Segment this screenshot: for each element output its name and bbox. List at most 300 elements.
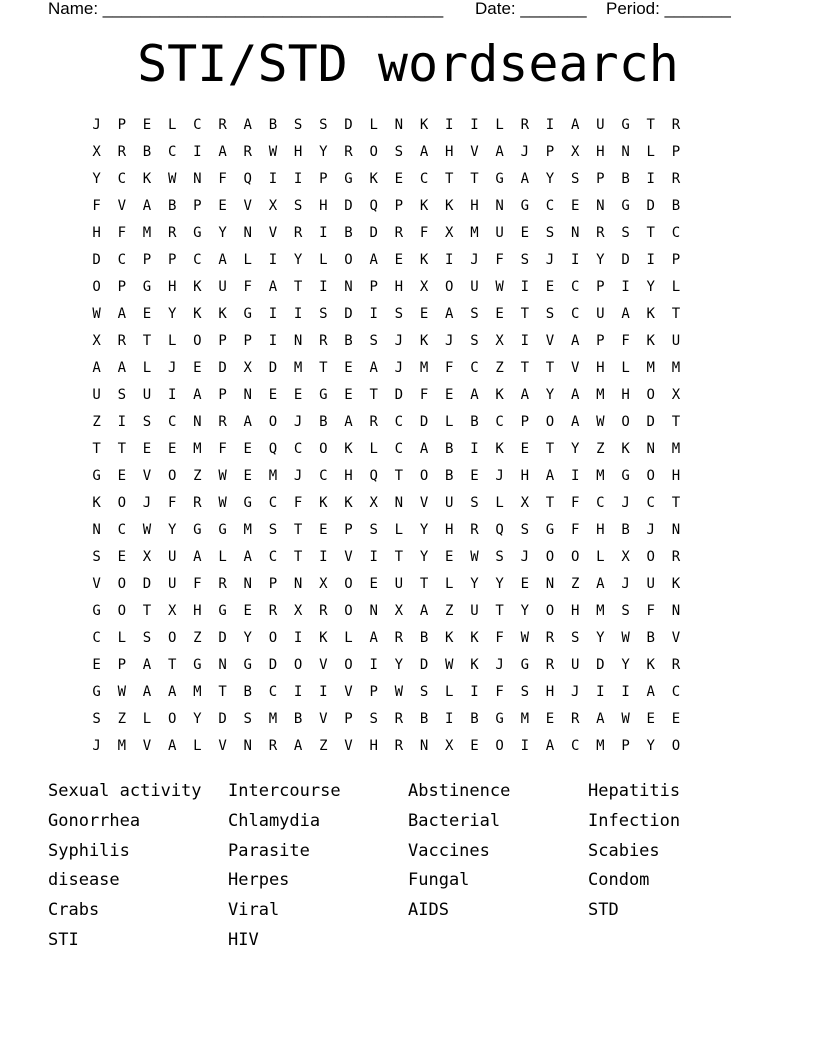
- grid-letter[interactable]: L: [671, 279, 681, 295]
- grid-letter[interactable]: E: [495, 306, 504, 322]
- grid-letter[interactable]: Q: [268, 441, 278, 457]
- grid-letter[interactable]: T: [293, 279, 303, 295]
- grid-letter[interactable]: A: [344, 414, 353, 430]
- grid-letter[interactable]: D: [621, 252, 630, 268]
- grid-letter[interactable]: F: [570, 522, 580, 538]
- grid-letter[interactable]: R: [319, 603, 328, 619]
- grid-letter[interactable]: G: [621, 117, 630, 133]
- grid-letter[interactable]: A: [117, 360, 126, 376]
- grid-letter[interactable]: L: [167, 333, 177, 349]
- grid-letter[interactable]: X: [671, 387, 681, 403]
- grid-letter[interactable]: U: [495, 225, 504, 241]
- grid-letter[interactable]: W: [621, 711, 630, 727]
- grid-letter[interactable]: K: [470, 630, 479, 646]
- grid-letter[interactable]: P: [319, 171, 328, 187]
- grid-letter[interactable]: W: [142, 522, 152, 538]
- grid-letter[interactable]: R: [218, 414, 227, 430]
- grid-letter[interactable]: L: [646, 144, 655, 160]
- grid-letter[interactable]: C: [117, 522, 126, 538]
- grid-letter[interactable]: K: [495, 387, 504, 403]
- grid-letter[interactable]: T: [293, 549, 303, 565]
- grid-letter[interactable]: E: [117, 549, 126, 565]
- grid-letter[interactable]: A: [193, 549, 202, 565]
- grid-letter[interactable]: F: [646, 603, 655, 619]
- grid-letter[interactable]: W: [394, 684, 404, 700]
- grid-letter[interactable]: D: [369, 225, 378, 241]
- grid-letter[interactable]: P: [596, 171, 605, 187]
- period-field[interactable]: Period: _______: [606, 0, 731, 18]
- grid-letter[interactable]: O: [445, 279, 454, 295]
- grid-letter[interactable]: T: [671, 414, 681, 430]
- grid-letter[interactable]: V: [671, 630, 681, 646]
- grid-letter[interactable]: B: [470, 414, 479, 430]
- grid-letter[interactable]: V: [142, 738, 152, 754]
- grid-letter[interactable]: B: [646, 630, 655, 646]
- grid-letter[interactable]: G: [545, 522, 555, 538]
- grid-letter[interactable]: O: [293, 657, 303, 673]
- grid-letter[interactable]: M: [243, 522, 252, 538]
- grid-letter[interactable]: L: [445, 414, 454, 430]
- grid-letter[interactable]: E: [419, 306, 429, 322]
- grid-letter[interactable]: T: [394, 549, 404, 565]
- grid-letter[interactable]: S: [394, 144, 404, 160]
- grid-letter[interactable]: I: [268, 252, 278, 268]
- grid-letter[interactable]: I: [117, 414, 126, 430]
- grid-letter[interactable]: A: [92, 360, 101, 376]
- grid-letter[interactable]: A: [596, 576, 605, 592]
- grid-letter[interactable]: Z: [92, 414, 101, 430]
- grid-letter[interactable]: V: [218, 738, 227, 754]
- grid-letter[interactable]: B: [142, 144, 152, 160]
- grid-letter[interactable]: D: [344, 198, 353, 214]
- grid-letter[interactable]: C: [570, 279, 580, 295]
- grid-letter[interactable]: R: [671, 171, 681, 187]
- grid-letter[interactable]: P: [117, 117, 126, 133]
- grid-letter[interactable]: O: [344, 657, 353, 673]
- grid-letter[interactable]: I: [268, 333, 278, 349]
- grid-letter[interactable]: V: [92, 576, 101, 592]
- grid-letter[interactable]: S: [142, 630, 152, 646]
- grid-letter[interactable]: H: [193, 603, 202, 619]
- grid-letter[interactable]: C: [92, 630, 101, 646]
- grid-letter[interactable]: D: [218, 360, 227, 376]
- grid-letter[interactable]: M: [596, 738, 605, 754]
- grid-letter[interactable]: M: [596, 603, 605, 619]
- grid-letter[interactable]: W: [218, 495, 227, 511]
- grid-letter[interactable]: B: [470, 711, 479, 727]
- grid-letter[interactable]: N: [369, 603, 378, 619]
- grid-letter[interactable]: R: [243, 144, 252, 160]
- grid-letter[interactable]: W: [445, 657, 454, 673]
- grid-letter[interactable]: L: [369, 117, 378, 133]
- grid-letter[interactable]: Z: [319, 738, 328, 754]
- grid-letter[interactable]: E: [520, 576, 529, 592]
- grid-letter[interactable]: F: [495, 630, 504, 646]
- grid-letter[interactable]: L: [445, 576, 454, 592]
- grid-letter[interactable]: O: [545, 603, 555, 619]
- grid-letter[interactable]: P: [218, 333, 227, 349]
- grid-letter[interactable]: Z: [117, 711, 126, 727]
- grid-letter[interactable]: G: [92, 684, 101, 700]
- grid-letter[interactable]: O: [495, 738, 504, 754]
- grid-letter[interactable]: A: [419, 441, 429, 457]
- grid-letter[interactable]: Y: [520, 603, 529, 619]
- grid-letter[interactable]: P: [671, 144, 681, 160]
- grid-letter[interactable]: G: [495, 171, 504, 187]
- grid-letter[interactable]: S: [470, 333, 479, 349]
- grid-letter[interactable]: K: [344, 441, 353, 457]
- grid-letter[interactable]: N: [596, 198, 605, 214]
- grid-letter[interactable]: O: [545, 414, 555, 430]
- grid-letter[interactable]: P: [596, 279, 605, 295]
- grid-letter[interactable]: B: [621, 522, 630, 538]
- grid-letter[interactable]: T: [646, 117, 655, 133]
- grid-letter[interactable]: U: [646, 576, 655, 592]
- grid-letter[interactable]: A: [621, 306, 630, 322]
- grid-letter[interactable]: T: [319, 360, 328, 376]
- grid-letter[interactable]: U: [167, 549, 177, 565]
- grid-letter[interactable]: I: [369, 549, 378, 565]
- grid-letter[interactable]: K: [621, 441, 630, 457]
- grid-letter[interactable]: W: [167, 171, 177, 187]
- grid-letter[interactable]: Y: [545, 171, 555, 187]
- grid-letter[interactable]: P: [218, 387, 227, 403]
- grid-letter[interactable]: F: [218, 441, 227, 457]
- grid-letter[interactable]: P: [596, 333, 605, 349]
- grid-letter[interactable]: H: [445, 522, 454, 538]
- grid-letter[interactable]: N: [218, 657, 227, 673]
- grid-letter[interactable]: C: [596, 495, 605, 511]
- grid-letter[interactable]: O: [268, 630, 278, 646]
- grid-letter[interactable]: U: [142, 387, 152, 403]
- grid-letter[interactable]: F: [621, 333, 630, 349]
- grid-letter[interactable]: L: [394, 522, 404, 538]
- grid-letter[interactable]: N: [394, 495, 404, 511]
- grid-letter[interactable]: X: [92, 333, 101, 349]
- grid-letter[interactable]: E: [268, 387, 278, 403]
- grid-letter[interactable]: H: [344, 468, 353, 484]
- grid-letter[interactable]: R: [117, 144, 126, 160]
- grid-letter[interactable]: N: [243, 738, 252, 754]
- grid-letter[interactable]: G: [243, 657, 252, 673]
- grid-letter[interactable]: K: [646, 333, 655, 349]
- grid-letter[interactable]: G: [520, 198, 529, 214]
- grid-letter[interactable]: Z: [193, 630, 202, 646]
- grid-letter[interactable]: E: [243, 603, 252, 619]
- grid-letter[interactable]: G: [319, 387, 328, 403]
- grid-letter[interactable]: O: [167, 630, 177, 646]
- grid-letter[interactable]: Q: [495, 522, 504, 538]
- grid-letter[interactable]: K: [419, 252, 429, 268]
- grid-letter[interactable]: J: [495, 468, 504, 484]
- grid-letter[interactable]: L: [495, 495, 504, 511]
- grid-letter[interactable]: F: [445, 360, 454, 376]
- grid-letter[interactable]: M: [193, 441, 202, 457]
- date-field[interactable]: Date: _______: [475, 0, 587, 18]
- grid-letter[interactable]: I: [621, 279, 630, 295]
- grid-letter[interactable]: A: [293, 738, 303, 754]
- grid-letter[interactable]: H: [92, 225, 101, 241]
- grid-letter[interactable]: G: [142, 279, 152, 295]
- grid-letter[interactable]: Y: [596, 630, 605, 646]
- grid-letter[interactable]: K: [470, 657, 479, 673]
- grid-letter[interactable]: E: [671, 711, 681, 727]
- grid-letter[interactable]: W: [92, 306, 101, 322]
- grid-letter[interactable]: E: [445, 387, 454, 403]
- grid-letter[interactable]: E: [142, 306, 152, 322]
- grid-letter[interactable]: H: [520, 468, 529, 484]
- grid-letter[interactable]: R: [268, 738, 278, 754]
- grid-letter[interactable]: A: [243, 549, 252, 565]
- grid-letter[interactable]: U: [394, 576, 404, 592]
- grid-letter[interactable]: P: [243, 333, 252, 349]
- grid-letter[interactable]: E: [319, 522, 328, 538]
- grid-letter[interactable]: T: [671, 495, 681, 511]
- grid-letter[interactable]: K: [671, 576, 681, 592]
- grid-letter[interactable]: V: [117, 198, 126, 214]
- grid-letter[interactable]: L: [193, 738, 202, 754]
- grid-letter[interactable]: E: [646, 711, 655, 727]
- grid-letter[interactable]: D: [344, 117, 353, 133]
- grid-letter[interactable]: Z: [193, 468, 202, 484]
- grid-letter[interactable]: O: [419, 468, 429, 484]
- grid-letter[interactable]: M: [268, 468, 278, 484]
- grid-letter[interactable]: A: [545, 468, 555, 484]
- grid-letter[interactable]: C: [319, 468, 328, 484]
- grid-letter[interactable]: X: [495, 333, 504, 349]
- grid-letter[interactable]: A: [445, 306, 454, 322]
- grid-letter[interactable]: H: [596, 144, 605, 160]
- grid-letter[interactable]: J: [92, 117, 101, 133]
- grid-letter[interactable]: M: [671, 441, 681, 457]
- grid-letter[interactable]: L: [167, 117, 177, 133]
- grid-letter[interactable]: A: [167, 684, 177, 700]
- grid-letter[interactable]: N: [545, 576, 555, 592]
- grid-letter[interactable]: N: [671, 522, 681, 538]
- grid-letter[interactable]: P: [344, 711, 353, 727]
- grid-letter[interactable]: J: [394, 333, 404, 349]
- grid-letter[interactable]: T: [445, 171, 454, 187]
- grid-letter[interactable]: D: [344, 306, 353, 322]
- grid-letter[interactable]: V: [243, 198, 252, 214]
- grid-letter[interactable]: J: [621, 495, 630, 511]
- grid-letter[interactable]: Q: [243, 171, 252, 187]
- grid-letter[interactable]: I: [646, 171, 655, 187]
- grid-letter[interactable]: A: [495, 144, 504, 160]
- grid-letter[interactable]: R: [193, 495, 202, 511]
- grid-letter[interactable]: J: [394, 360, 404, 376]
- grid-letter[interactable]: S: [545, 225, 555, 241]
- grid-letter[interactable]: Y: [570, 441, 580, 457]
- grid-letter[interactable]: B: [419, 630, 429, 646]
- grid-letter[interactable]: F: [193, 576, 202, 592]
- grid-letter[interactable]: K: [646, 657, 655, 673]
- grid-letter[interactable]: N: [193, 171, 202, 187]
- grid-letter[interactable]: V: [570, 360, 580, 376]
- grid-letter[interactable]: D: [596, 657, 605, 673]
- grid-letter[interactable]: A: [570, 333, 580, 349]
- grid-letter[interactable]: E: [293, 387, 303, 403]
- grid-letter[interactable]: M: [268, 711, 278, 727]
- grid-letter[interactable]: E: [470, 468, 479, 484]
- grid-letter[interactable]: Y: [394, 657, 404, 673]
- grid-letter[interactable]: O: [646, 468, 655, 484]
- grid-letter[interactable]: S: [92, 711, 101, 727]
- grid-letter[interactable]: I: [570, 252, 580, 268]
- grid-letter[interactable]: R: [394, 225, 404, 241]
- grid-letter[interactable]: I: [445, 711, 454, 727]
- grid-letter[interactable]: T: [545, 441, 555, 457]
- grid-letter[interactable]: G: [621, 468, 630, 484]
- grid-letter[interactable]: G: [218, 603, 227, 619]
- grid-letter[interactable]: I: [293, 684, 303, 700]
- grid-letter[interactable]: V: [545, 333, 555, 349]
- grid-letter[interactable]: A: [167, 738, 177, 754]
- grid-letter[interactable]: D: [218, 711, 227, 727]
- grid-letter[interactable]: I: [369, 306, 378, 322]
- grid-letter[interactable]: P: [369, 684, 378, 700]
- grid-letter[interactable]: M: [596, 468, 605, 484]
- grid-letter[interactable]: M: [117, 738, 126, 754]
- grid-letter[interactable]: F: [293, 495, 303, 511]
- grid-letter[interactable]: J: [621, 576, 630, 592]
- grid-letter[interactable]: P: [268, 576, 278, 592]
- grid-letter[interactable]: C: [268, 495, 278, 511]
- grid-letter[interactable]: G: [495, 711, 504, 727]
- grid-letter[interactable]: A: [142, 657, 152, 673]
- grid-letter[interactable]: S: [419, 684, 429, 700]
- grid-letter[interactable]: S: [570, 171, 580, 187]
- grid-letter[interactable]: C: [167, 414, 177, 430]
- grid-letter[interactable]: R: [218, 576, 227, 592]
- grid-letter[interactable]: S: [394, 306, 404, 322]
- grid-letter[interactable]: Y: [646, 738, 655, 754]
- grid-letter[interactable]: X: [142, 549, 152, 565]
- grid-letter[interactable]: P: [369, 279, 378, 295]
- grid-letter[interactable]: L: [142, 360, 152, 376]
- grid-letter[interactable]: P: [545, 144, 555, 160]
- grid-letter[interactable]: A: [218, 252, 227, 268]
- grid-letter[interactable]: W: [470, 549, 479, 565]
- grid-letter[interactable]: K: [193, 279, 202, 295]
- grid-letter[interactable]: F: [419, 225, 429, 241]
- grid-letter[interactable]: P: [344, 522, 353, 538]
- grid-letter[interactable]: O: [268, 414, 278, 430]
- grid-letter[interactable]: N: [92, 522, 101, 538]
- grid-letter[interactable]: F: [495, 252, 504, 268]
- grid-letter[interactable]: H: [167, 279, 177, 295]
- grid-letter[interactable]: I: [293, 171, 303, 187]
- grid-letter[interactable]: O: [646, 549, 655, 565]
- grid-letter[interactable]: X: [167, 603, 177, 619]
- grid-letter[interactable]: G: [344, 171, 353, 187]
- grid-letter[interactable]: J: [142, 495, 152, 511]
- grid-letter[interactable]: M: [520, 711, 529, 727]
- grid-letter[interactable]: E: [142, 441, 152, 457]
- grid-letter[interactable]: T: [369, 387, 378, 403]
- grid-letter[interactable]: U: [92, 387, 101, 403]
- grid-letter[interactable]: L: [596, 549, 605, 565]
- grid-letter[interactable]: I: [268, 306, 278, 322]
- grid-letter[interactable]: T: [520, 360, 529, 376]
- grid-letter[interactable]: R: [596, 225, 605, 241]
- grid-letter[interactable]: N: [243, 387, 252, 403]
- grid-letter[interactable]: G: [218, 522, 227, 538]
- grid-letter[interactable]: F: [570, 495, 580, 511]
- grid-letter[interactable]: S: [369, 711, 378, 727]
- grid-letter[interactable]: I: [167, 387, 177, 403]
- grid-letter[interactable]: Y: [167, 522, 177, 538]
- grid-letter[interactable]: E: [545, 711, 555, 727]
- grid-letter[interactable]: N: [646, 441, 655, 457]
- grid-letter[interactable]: T: [470, 171, 479, 187]
- grid-letter[interactable]: I: [470, 684, 479, 700]
- grid-letter[interactable]: E: [193, 360, 202, 376]
- grid-letter[interactable]: V: [470, 144, 479, 160]
- grid-letter[interactable]: F: [92, 198, 101, 214]
- grid-letter[interactable]: C: [646, 495, 655, 511]
- grid-letter[interactable]: J: [495, 657, 504, 673]
- grid-letter[interactable]: S: [268, 522, 278, 538]
- grid-letter[interactable]: T: [142, 333, 152, 349]
- grid-letter[interactable]: N: [243, 225, 252, 241]
- grid-letter[interactable]: M: [419, 360, 429, 376]
- grid-letter[interactable]: B: [621, 171, 630, 187]
- grid-letter[interactable]: P: [671, 252, 681, 268]
- grid-letter[interactable]: G: [243, 306, 252, 322]
- grid-letter[interactable]: A: [545, 738, 555, 754]
- grid-letter[interactable]: C: [570, 738, 580, 754]
- grid-letter[interactable]: H: [394, 279, 404, 295]
- grid-letter[interactable]: N: [293, 576, 303, 592]
- grid-letter[interactable]: E: [167, 441, 177, 457]
- grid-letter[interactable]: N: [243, 576, 252, 592]
- grid-letter[interactable]: C: [394, 441, 404, 457]
- grid-letter[interactable]: Y: [319, 144, 328, 160]
- grid-letter[interactable]: I: [470, 441, 479, 457]
- grid-letter[interactable]: B: [445, 441, 454, 457]
- grid-letter[interactable]: T: [117, 441, 126, 457]
- grid-letter[interactable]: F: [419, 387, 429, 403]
- grid-letter[interactable]: J: [545, 252, 555, 268]
- grid-letter[interactable]: E: [142, 117, 152, 133]
- grid-letter[interactable]: Z: [596, 441, 605, 457]
- grid-letter[interactable]: C: [671, 684, 681, 700]
- grid-letter[interactable]: R: [470, 522, 479, 538]
- grid-letter[interactable]: P: [394, 198, 404, 214]
- grid-letter[interactable]: B: [419, 711, 429, 727]
- grid-letter[interactable]: H: [545, 684, 555, 700]
- grid-letter[interactable]: G: [520, 657, 529, 673]
- grid-letter[interactable]: I: [319, 279, 328, 295]
- grid-letter[interactable]: O: [344, 252, 353, 268]
- grid-letter[interactable]: C: [671, 225, 681, 241]
- grid-letter[interactable]: S: [319, 306, 328, 322]
- grid-letter[interactable]: E: [570, 198, 580, 214]
- grid-letter[interactable]: O: [117, 495, 126, 511]
- grid-letter[interactable]: W: [218, 468, 227, 484]
- grid-letter[interactable]: H: [596, 522, 605, 538]
- grid-letter[interactable]: T: [92, 441, 101, 457]
- grid-letter[interactable]: F: [167, 495, 177, 511]
- grid-letter[interactable]: R: [218, 117, 227, 133]
- grid-letter[interactable]: I: [268, 171, 278, 187]
- grid-letter[interactable]: S: [570, 630, 580, 646]
- grid-letter[interactable]: E: [92, 657, 101, 673]
- grid-letter[interactable]: C: [193, 117, 202, 133]
- grid-letter[interactable]: E: [243, 468, 252, 484]
- grid-letter[interactable]: B: [243, 684, 252, 700]
